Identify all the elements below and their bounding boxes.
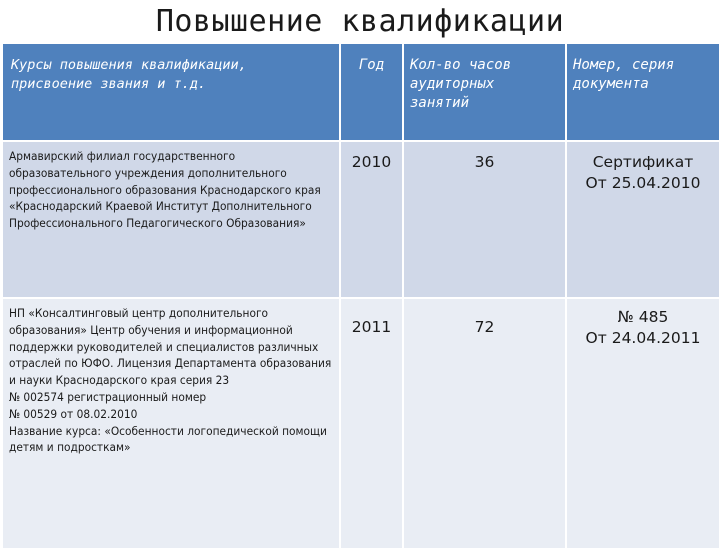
hours-cell: 36 (403, 141, 566, 298)
table-header-row (2, 43, 720, 141)
table-row (2, 141, 720, 298)
header-hours: Кол-во часов аудиторных занятий (403, 43, 566, 141)
header-document: Номер, серия документа (566, 43, 720, 141)
year-cell: 2010 (340, 141, 403, 298)
document-date: От 24.04.2011 (585, 329, 701, 347)
hours-cell: 72 (403, 298, 566, 549)
table-row (2, 298, 720, 549)
document-type: Сертификат (592, 153, 694, 171)
course-cell: Армавирский филиал государственного образовательного учреждения дополнительного профессионального образования Краснодарского края «Краснодарский Краевой Институт Дополнительного Профессионального Педагогического Образования» (2, 141, 340, 298)
page-title: Повышение квалификации (155, 4, 565, 39)
document-date: От 25.04.2010 (585, 174, 701, 192)
document-number: № 485 (617, 308, 669, 326)
year-cell: 2011 (340, 298, 403, 549)
header-course: Курсы повышения квалификации, присвоение звания и т.д. (2, 43, 340, 141)
qualification-table (1, 42, 720, 550)
document-cell (566, 141, 720, 298)
document-cell (566, 298, 720, 549)
header-year: Год (340, 43, 403, 141)
course-cell: НП «Консалтинговый центр дополнительного образования» Центр обучения и информационной поддержки руководителей и специалистов различных отраслей по ЮФО. Лицензия Департамента образования и науки Краснодарского края серия 23 № 002574 регистрационный номер № 00529 от 08.02.2010 Название курса: «Особенности логопедической помощи детям и подросткам» (2, 298, 340, 549)
